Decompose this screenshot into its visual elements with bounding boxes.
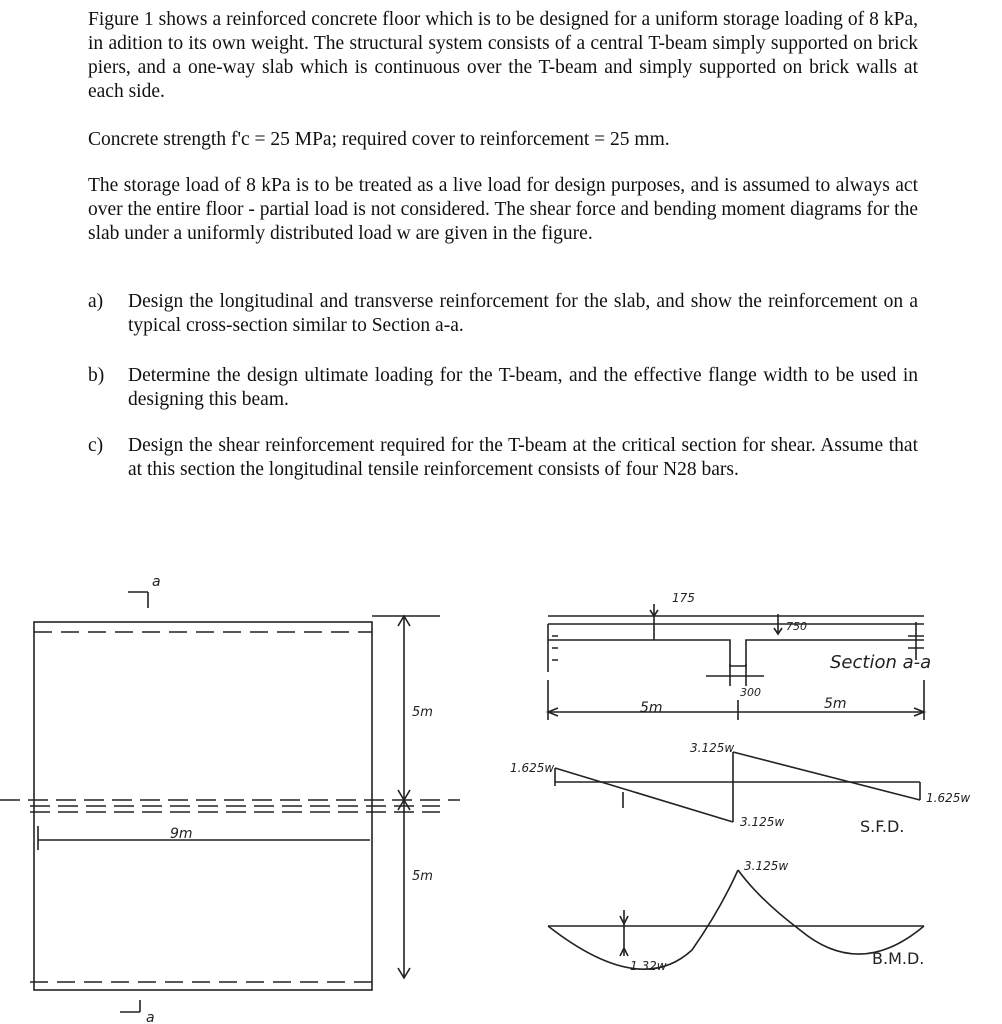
left-support bbox=[548, 624, 558, 672]
intro-paragraph: Figure 1 shows a reinforced concrete floor which is to be designed for a uniform storage loading of 8 kPa, in adition to its own weight. The structural system consists of a central T-beam simply supported on brick piers, and a one-way slab which is continuous over the T-beam and simply supported on brick walls at each side. bbox=[88, 9, 918, 102]
section-mark-bottom-label: a bbox=[146, 1010, 155, 1024]
section-title: Section a-a bbox=[830, 652, 932, 673]
bmd-peak-value: 3.125w bbox=[744, 859, 789, 873]
sfd-left-value: 1.625w bbox=[510, 761, 555, 775]
section-mark-top-label: a bbox=[152, 574, 161, 590]
sfd-mid-top-value: 3.125w bbox=[690, 741, 735, 755]
section-span-right: 5m bbox=[824, 696, 847, 712]
question-c-text: Design the shear reinforcement required for the T-beam at the critical section for shear. Assume that at this section the longitudinal tensile reinforcement consists of four N28 bars. bbox=[128, 435, 918, 480]
sfd-left-slope bbox=[555, 768, 733, 822]
floor-plan bbox=[0, 592, 460, 1012]
bmd-right-curve bbox=[738, 870, 924, 954]
question-a-text: Design the longitudinal and transverse reinforcement for the slab, and show the reinforcement on a typical cross-section similar to Section a-a. bbox=[128, 291, 918, 336]
question-a-label: a) bbox=[88, 291, 104, 312]
plan-dim-width: 9m bbox=[170, 826, 193, 842]
section-span-left: 5m bbox=[640, 700, 663, 716]
plan-dim-upper: 5m bbox=[412, 705, 433, 720]
section-dim-175: 175 bbox=[672, 591, 695, 605]
plan-dim-lower: 5m bbox=[412, 869, 433, 884]
section-dim-750: 750 bbox=[786, 620, 807, 633]
section-arrow-top bbox=[128, 592, 148, 608]
bmd-title: B.M.D. bbox=[872, 949, 925, 968]
concrete-paragraph: Concrete strength f'c = 25 MPa; required cover to reinforcement = 25 mm. bbox=[88, 129, 670, 150]
question-b-label: b) bbox=[88, 365, 105, 386]
sfd-diagram bbox=[555, 752, 920, 822]
bmd-diagram bbox=[548, 870, 924, 969]
storage-paragraph: The storage load of 8 kPa is to be treated as a live load for design purposes, and is assumed to always act over the entire floor - partial load is not considered. The shear force and bending moment diagrams for the slab under a uniformly distributed load w are given in the figure. bbox=[88, 175, 918, 244]
sfd-right-slope bbox=[733, 752, 920, 800]
section-arrow-bottom bbox=[120, 1000, 140, 1012]
question-c-label: c) bbox=[88, 435, 104, 456]
section-dim-300: 300 bbox=[740, 686, 761, 699]
bmd-sag-value: 1.32w bbox=[630, 959, 667, 973]
sfd-right-value: 1.625w bbox=[926, 791, 971, 805]
sfd-title: S.F.D. bbox=[860, 817, 905, 836]
bmd-left-curve bbox=[548, 870, 738, 969]
question-b-text: Determine the design ultimate loading for the T-beam, and the effective flange width to be used in designing this beam. bbox=[128, 365, 918, 410]
sfd-mid-bottom-value: 3.125w bbox=[740, 815, 785, 829]
